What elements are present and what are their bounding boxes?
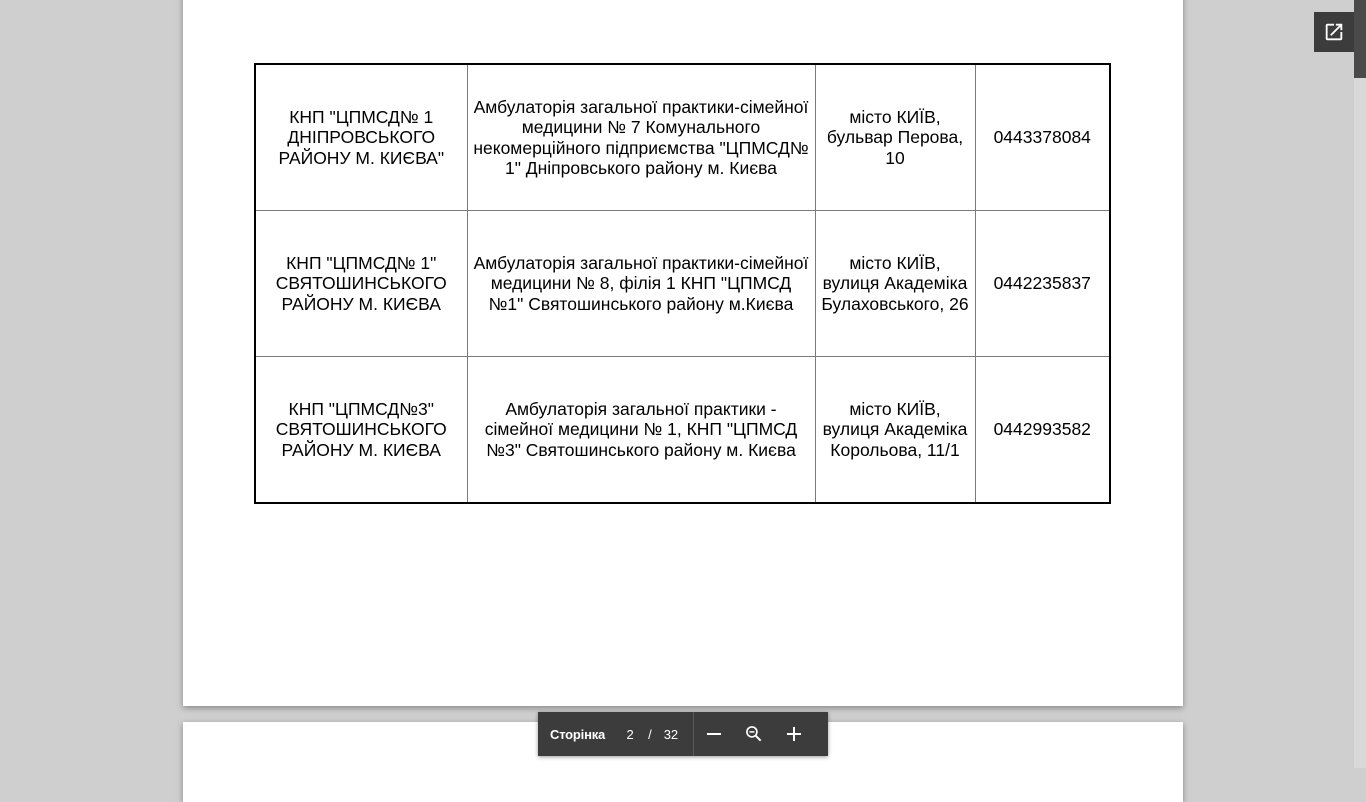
vertical-scrollbar[interactable] [1354, 0, 1366, 768]
total-pages: 32 [663, 726, 679, 742]
address-cell: місто КИЇВ, бульвар Перова, 10 [815, 64, 975, 211]
scrollbar-thumb[interactable] [1354, 0, 1366, 78]
table-row [255, 64, 1110, 211]
org-cell: КНП "ЦПМСД№ 1" СВЯТОШИНСЬКОГО РАЙОНУ М. КИЄВА [255, 211, 467, 357]
pdf-toolbar [538, 712, 828, 756]
page-separator: / [648, 726, 652, 742]
address-cell: місто КИЇВ, вулиця Академіка Булаховського, 26 [815, 211, 975, 357]
popout-button[interactable] [1314, 12, 1354, 52]
address-cell: місто КИЇВ, вулиця Академіка Корольова, 11/1 [815, 357, 975, 504]
minus-icon [706, 726, 722, 742]
open-in-new-icon [1323, 21, 1345, 43]
page-label: Сторінка [550, 726, 606, 742]
zoom-icon [744, 724, 764, 744]
facility-cell: Амбулаторія загальної практики-сімейної медицини № 7 Комунального некомерційного підприємства "ЦПМСД№ 1" Дніпровського району м. Києва [467, 64, 815, 211]
phone-cell: 0442235837 [975, 211, 1110, 357]
zoom-in-button[interactable] [774, 712, 814, 756]
zoom-reset-button[interactable] [734, 712, 774, 756]
table-row [255, 357, 1110, 504]
phone-cell: 0443378084 [975, 64, 1110, 211]
facilities-table [254, 63, 1111, 504]
phone-cell: 0442993582 [975, 357, 1110, 504]
plus-icon [786, 726, 802, 742]
zoom-out-button[interactable] [694, 712, 734, 756]
page-number-input[interactable]: 2 [626, 726, 634, 742]
org-cell: КНП "ЦПМСД№ 1 ДНІПРОВСЬКОГО РАЙОНУ М. КИЄВА" [255, 64, 467, 211]
facility-cell: Амбулаторія загальної практики - сімейної медицини № 1, КНП "ЦПМСД №3" Святошинського району м. Києва [467, 357, 815, 504]
document-page [183, 0, 1183, 706]
table-row [255, 211, 1110, 357]
org-cell: КНП "ЦПМСД№3" СВЯТОШИНСЬКОГО РАЙОНУ М. КИЄВА [255, 357, 467, 504]
facility-cell: Амбулаторія загальної практики-сімейної медицини № 8, філія 1 КНП "ЦПМСД №1" Святошинського району м.Києва [467, 211, 815, 357]
